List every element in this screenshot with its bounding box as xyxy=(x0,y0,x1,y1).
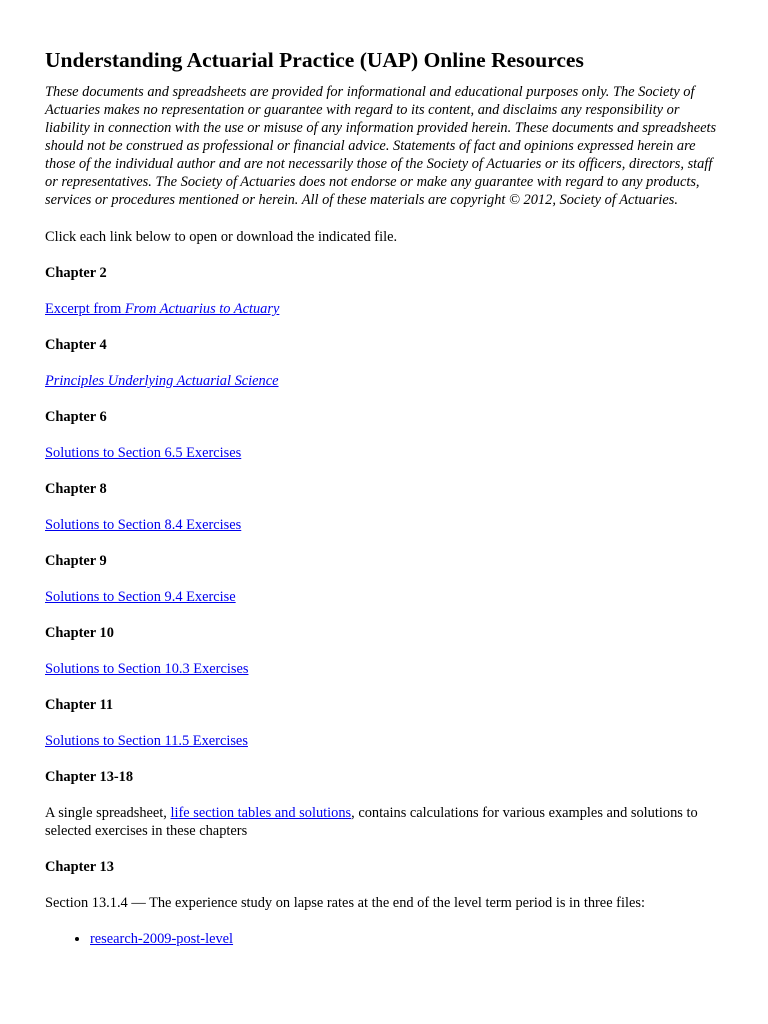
list-item xyxy=(90,930,723,948)
spreadsheet-text-after: , contains calculations for various examples and solutions to selected exercises in these chapters xyxy=(45,805,698,839)
chapter-8-heading: Chapter 8 xyxy=(45,481,107,497)
chapter-13-18-text xyxy=(45,804,723,840)
chapter-2-link-line xyxy=(45,300,723,318)
chapter-4-link[interactable] xyxy=(45,373,279,389)
research-2009-post-level-link[interactable]: research-2009-post-level xyxy=(90,931,234,947)
chapter-10-link-line xyxy=(45,660,723,678)
chapter-2-link[interactable] xyxy=(45,301,279,317)
chapter-11-link[interactable]: Solutions to Section 11.5 Exercises xyxy=(45,733,248,749)
chapter-4-heading: Chapter 4 xyxy=(45,337,107,353)
spreadsheet-text-before: A single spreadsheet, xyxy=(45,805,171,821)
chapter-10-heading: Chapter 10 xyxy=(45,625,114,641)
chapter-8-link-line xyxy=(45,516,723,534)
chapter-2-link-prefix: Excerpt from xyxy=(45,301,125,317)
chapter-11-heading: Chapter 11 xyxy=(45,697,114,713)
chapter-11-link-line xyxy=(45,732,723,750)
chapter-9-link-line xyxy=(45,588,723,606)
chapter-13-file-list xyxy=(45,930,723,948)
chapter-4-link-line xyxy=(45,372,723,390)
chapter-6-heading: Chapter 6 xyxy=(45,409,107,425)
chapter-6-link-line xyxy=(45,444,723,462)
chapter-2-link-title: From Actuarius to Actuary xyxy=(124,301,280,317)
chapter-10-link[interactable]: Solutions to Section 10.3 Exercises xyxy=(45,661,249,677)
chapter-13-heading: Chapter 13 xyxy=(45,859,114,875)
chapter-2-heading: Chapter 2 xyxy=(45,265,107,281)
life-section-tables-link[interactable]: life section tables and solutions xyxy=(170,805,352,821)
chapter-6-link[interactable]: Solutions to Section 6.5 Exercises xyxy=(45,445,242,461)
chapter-13-18-heading: Chapter 13-18 xyxy=(45,769,134,785)
intro-text: Click each link below to open or download the indicated file. xyxy=(45,229,398,245)
chapter-13-text: Section 13.1.4 — The experience study on lapse rates at the end of the level term period is in three files: xyxy=(45,895,645,911)
chapter-9-heading: Chapter 9 xyxy=(45,553,107,569)
chapter-9-link[interactable]: Solutions to Section 9.4 Exercise xyxy=(45,589,236,605)
page-title: Understanding Actuarial Practice (UAP) Online Resources xyxy=(45,48,584,72)
chapter-4-link-title: Principles Underlying Actuarial Science xyxy=(45,373,279,389)
disclaimer-text: These documents and spreadsheets are provided for informational and educational purposes only. The Society of Actuaries makes no representation or guarantee with regard to its content, and disclaims any responsibility or liability in connection with the use or misuse of any information provided herein. These documents and spreadsheets should not be construed as professional or financial advice. Statements of fact and opinions expressed herein are those of the individual author and are not necessarily those of the Society of Actuaries or its officers, directors, staff or representatives. The Society of Actuaries does not endorse or make any guarantee with regard to any products, services or procedures mentioned or herein. All of these materials are copyright © 2012, Society of Actuaries. xyxy=(45,84,717,208)
chapter-8-link[interactable]: Solutions to Section 8.4 Exercises xyxy=(45,517,242,533)
